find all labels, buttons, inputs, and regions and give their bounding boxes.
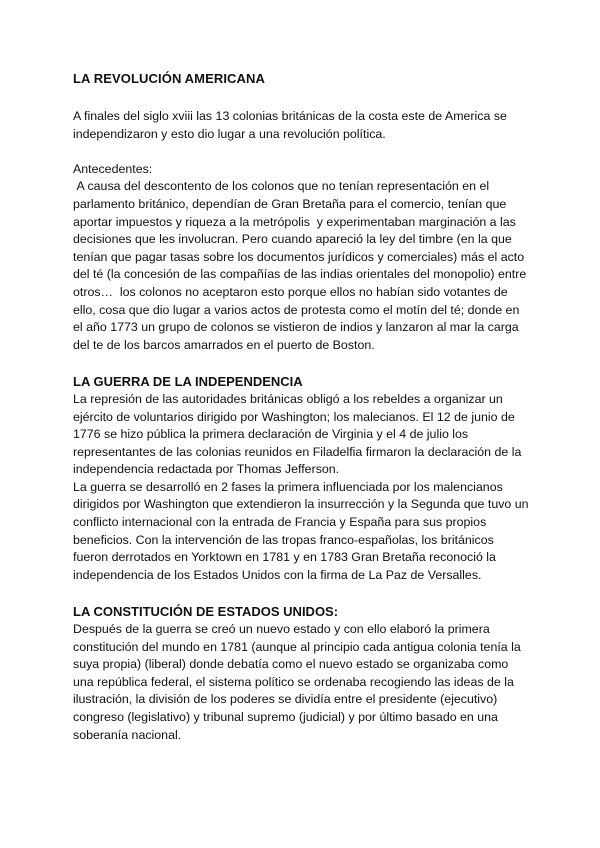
independencia-paragraph-1: La represión de las autoridades británicas obligó a los rebeldes a organizar un ejército de voluntarios dirigido por Washington; los malecianos. El 12 de junio de 1776 se hizo pública la primera declaración de Virginia y el 4 de julio los representantes de las colonias reunidos en Filadelfia firmaron la declaración de la independencia redactada por Thomas Jefferson. (73, 391, 522, 477)
section-heading-independencia: LA GUERRA DE LA INDEPENDENCIA (73, 374, 303, 390)
independencia-paragraph-2: La guerra se desarrolló en 2 fases la primera influenciada por los malencianos dirigidos por Washington que extendieron la insurrección y la Segunda que tuvo un conflicto internacional con la entrada de Francia y España para sus propios beneficios. Con la intervención de las tropas franco-españolas, los británicos fueron derrotados en Yorktown en 1781 y en 1783 Gran Bretaña reconoció la independencia de los Estados Unidos con la firma de La Paz de Versalles. (73, 479, 529, 582)
antecedentes-label: Antecedentes: (73, 161, 153, 176)
constitucion-paragraph: Después de la guerra se creó un nuevo estado y con ello elaboró la primera constitución del mundo en 1781 (aunque al principio cada antigua colonia tenía la suya propia) (liberal) donde debatía como el nuevo estado se organizaba como una república federal, el sistema político se ordenaba recogiendo las ideas de la ilustración, la división de los poderes se dividía entre el presidente (ejecutivo) congreso (legislativo) y tribunal supremo (judicial) y por último basado en una soberanía nacional. (73, 622, 521, 742)
antecedentes-paragraph: A causa del descontento de los colonos que no tenían representación en el parlamento británico, dependían de Gran Bretaña para el comercio, tenían que aportar impuestos y riqueza a la metrópolis y experimentaban marginación a las decisiones que les involucran. Pero cuando apareció la ley del timbre (en la que tenían que pagar tasas sobre los documentos jurídicos y comerciales) más el acto del té (la concesión de las compañías de las indias orientales del monopolio) entre otros… los colonos no aceptaron esto porque ellos no habían sido votantes de ello, cosa que dio lugar a varios actos de protesta como el motín del té; donde en el año 1773 un grupo de colonos se vistieron de indios y lanzaron al mar la carga del te de los barcos amarrados en el puerto de Boston. (73, 179, 530, 352)
spacer (73, 143, 529, 161)
intro-paragraph: A finales del siglo xviii las 13 colonias británicas de la costa este de America se independizaron y esto dio lugar a una revolución política. (73, 109, 507, 141)
document-page (73, 70, 529, 744)
spacer (73, 354, 529, 373)
spacer (73, 584, 529, 603)
document-title: LA REVOLUCIÓN AMERICANA (73, 71, 265, 86)
spacer (73, 87, 529, 108)
section-heading-constitucion: LA CONSTITUCIÓN DE ESTADOS UNIDOS: (73, 604, 339, 620)
